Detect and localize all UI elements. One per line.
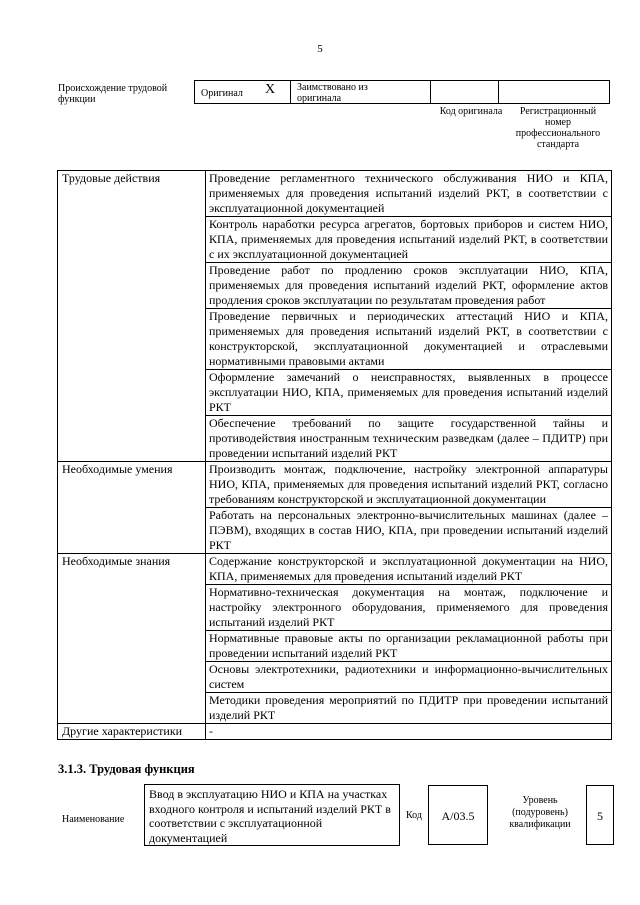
origin-borrowed-cell <box>291 81 431 103</box>
labor-actions-label: Трудовые действия <box>58 171 206 462</box>
labor-action-item: Проведение работ по продлению сроков эксплуатации НИО, КПА, применяемых для проведения испытаний изделий РКТ, оформление актов продления сроков эксплуатации по результатам проведения работ <box>206 263 612 309</box>
knowledge-item: Методики проведения мероприятий по ПДИТР при проведении испытаний изделий РКТ <box>206 693 612 724</box>
origin-borrowed-text: Заимствовано из оригинала <box>297 82 368 104</box>
other-characteristics-label: Другие характеристики <box>58 724 206 740</box>
labor-action-item: Обеспечение требований по защите государственной тайны и противодействия иностранным техническим разведкам (далее – ПДИТР) при проведении испытаний изделий РКТ <box>206 416 612 462</box>
labor-action-item: Оформление замечаний о неисправностях, выявленных в процессе эксплуатации НИО, КПА, применяемых для проведения испытаний изделий РКТ <box>206 370 612 416</box>
name-label: Наименование <box>62 814 125 825</box>
skills-label: Необходимые умения <box>58 462 206 554</box>
origin-box <box>194 80 610 104</box>
code-caption: Код оригинала <box>439 106 503 117</box>
other-characteristics-value: - <box>206 724 612 740</box>
knowledge-item: Содержание конструкторской и эксплуатационной документации на НИО, КПА, применяемых для проведения испытаний изделий РКТ <box>206 554 612 585</box>
reg-number-caption: Регистрационный номер профессионального стандарта <box>515 106 601 150</box>
knowledge-item: Основы электротехники, радиотехники и информационно-вычислительных систем <box>206 662 612 693</box>
labor-function-table <box>57 170 612 740</box>
level-value: 5 <box>586 785 614 845</box>
origin-original-cell <box>195 81 291 103</box>
function-name-value: Ввод в эксплуатацию НИО и КПА на участках входного контроля и испытаний изделий РКТ в соответствии с эксплуатационной документацией <box>144 784 400 846</box>
origin-original-text: Оригинал <box>201 88 243 99</box>
page-number: 5 <box>317 43 323 55</box>
skill-item: Работать на персональных электронно-вычислительных машинах (далее – ПЭВМ), входящих в состав НИО, КПА, при проведении испытаний изделий РКТ <box>206 508 612 554</box>
labor-action-item: Проведение регламентного технического обслуживания НИО и КПА, применяемых для проведения испытаний изделий РКТ, в соответствии с эксплуатационной документацией <box>206 171 612 217</box>
origin-code-cell <box>431 81 499 103</box>
knowledge-item: Нормативно-техническая документация на монтаж, подключение и настройку электронного оборудования, применяемого для проведения испытаний изделий РКТ <box>206 585 612 631</box>
origin-original-mark: X <box>265 82 276 97</box>
origin-label: Происхождение трудовой функции <box>58 83 168 105</box>
origin-reg-cell <box>499 81 609 103</box>
level-label: Уровень (подуровень) квалификации <box>509 795 571 830</box>
labor-action-item: Контроль наработки ресурса агрегатов, бортовых приборов и систем НИО, КПА, применяемых для проведения испытаний изделий РКТ, в соответствии с их эксплуатационной документацией <box>206 217 612 263</box>
skill-item: Производить монтаж, подключение, настройку электронной аппаратуры НИО, КПА, применяемых для проведения испытаний изделий РКТ, согласно требованиям конструкторской и эксплуатационной документации <box>206 462 612 508</box>
knowledge-item: Нормативные правовые акты по организации рекламационной работы при проведении испытаний изделий РКТ <box>206 631 612 662</box>
section-title: 3.1.3. Трудовая функция <box>58 762 195 776</box>
knowledge-label: Необходимые знания <box>58 554 206 724</box>
function-code-value: А/03.5 <box>428 785 488 845</box>
code-label: Код <box>406 810 422 821</box>
labor-action-item: Проведение первичных и периодических аттестаций НИО и КПА, применяемых для проведения испытаний изделий РКТ, в соответствии с конструкторской, эксплуатационной документацией и отраслевыми нормативными правовыми актами <box>206 309 612 370</box>
